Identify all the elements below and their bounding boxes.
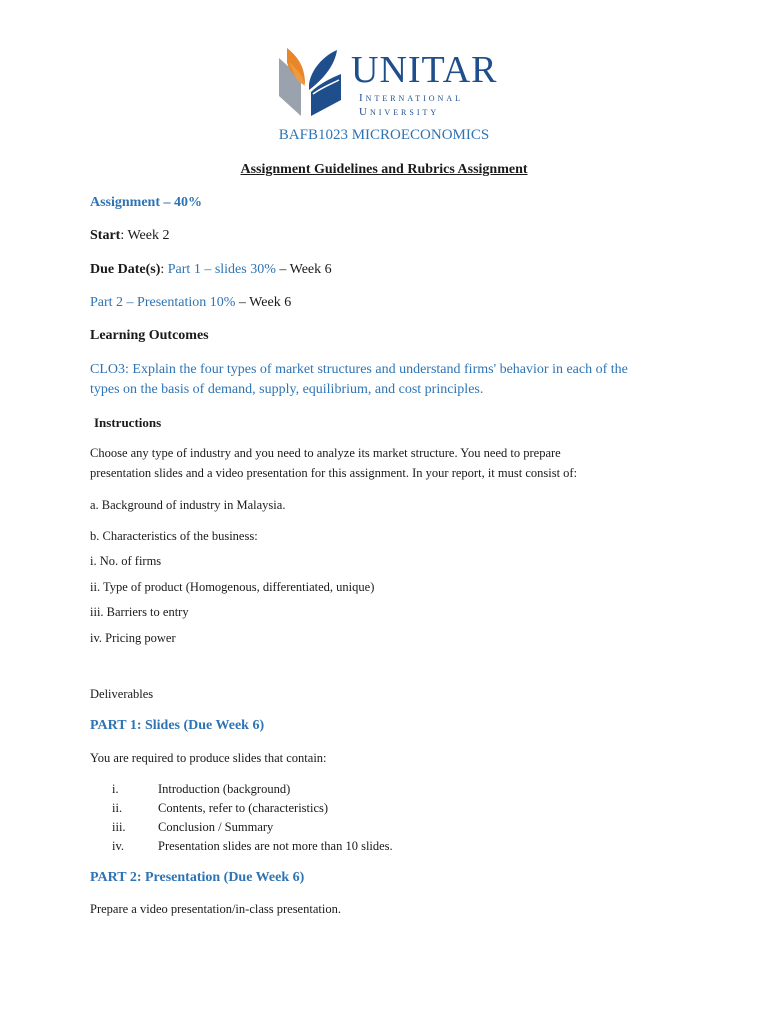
part2-text: Prepare a video presentation/in-class presentation. [90, 902, 341, 916]
instructions-para-line-2: presentation slides and a video presentation for this assignment. In your report, it must consist of: [90, 466, 578, 480]
part2-heading: PART 2: Presentation (Due Week 6) [90, 870, 305, 885]
part1-item-4-text: Presentation slides are not more than 10 slides. [158, 839, 393, 853]
part1-item-4-number: iv. [112, 839, 125, 853]
item-a: a. Background of industry in Malaysia. [90, 498, 286, 512]
logo-name: UNITAR [351, 49, 498, 91]
deliverables-heading: Deliverables [90, 687, 154, 701]
learning-outcomes-heading: Learning Outcomes [90, 328, 209, 343]
due-part2-week: – Week 6 [235, 295, 292, 310]
university-logo [275, 44, 505, 124]
assignment-weight: Assignment – 40% [90, 195, 203, 210]
due-part1: Part 1 – slides 30% [167, 262, 276, 277]
due-dates-colon: : [160, 262, 168, 277]
part1-item-3-text: Conclusion / Summary [158, 820, 274, 834]
part1-heading: PART 1: Slides (Due Week 6) [90, 718, 265, 733]
part1-item-2-number: ii. [112, 801, 123, 815]
logo-book-icon [275, 44, 345, 120]
part1-item-3-number: iii. [112, 820, 126, 834]
due-part2-line [90, 295, 291, 311]
logo-line-2: University [359, 106, 440, 118]
sub-item-ii: ii. Type of product (Homogenous, differentiated, unique) [90, 580, 375, 594]
part1-item-1-text: Introduction (background) [158, 782, 291, 796]
document-subtitle: Assignment Guidelines and Rubrics Assignment [240, 162, 528, 177]
part1-item-2-text: Contents, refer to (characteristics) [158, 801, 329, 815]
instructions-heading: Instructions [94, 415, 162, 430]
instructions-para-line-1: Choose any type of industry and you need to analyze its market structure. You need to prepare [90, 446, 561, 460]
part1-intro: You are required to produce slides that contain: [90, 751, 327, 765]
item-b: b. Characteristics of the business: [90, 529, 258, 543]
sub-item-iii: iii. Barriers to entry [90, 605, 189, 619]
logo-line-1: International [359, 92, 463, 104]
sub-item-iv: iv. Pricing power [90, 631, 176, 645]
part1-item-1-number: i. [112, 782, 119, 796]
course-title: BAFB1023 MICROECONOMICS [278, 127, 490, 143]
due-part1-week: – Week 6 [275, 262, 332, 277]
start-value: : Week 2 [120, 228, 170, 243]
due-dates-line [90, 262, 332, 278]
start-line [90, 228, 170, 244]
start-label: Start [90, 228, 121, 243]
due-dates-label: Due Date(s) [90, 262, 161, 277]
sub-item-i: i. No. of firms [90, 554, 162, 568]
due-part2: Part 2 – Presentation 10% [90, 295, 236, 310]
clo-line-1: CLO3: Explain the four types of market structures and understand firms' behavior in each of the [90, 362, 628, 377]
clo-line-2: types on the basis of demand, supply, equilibrium, and cost principles. [90, 382, 484, 397]
